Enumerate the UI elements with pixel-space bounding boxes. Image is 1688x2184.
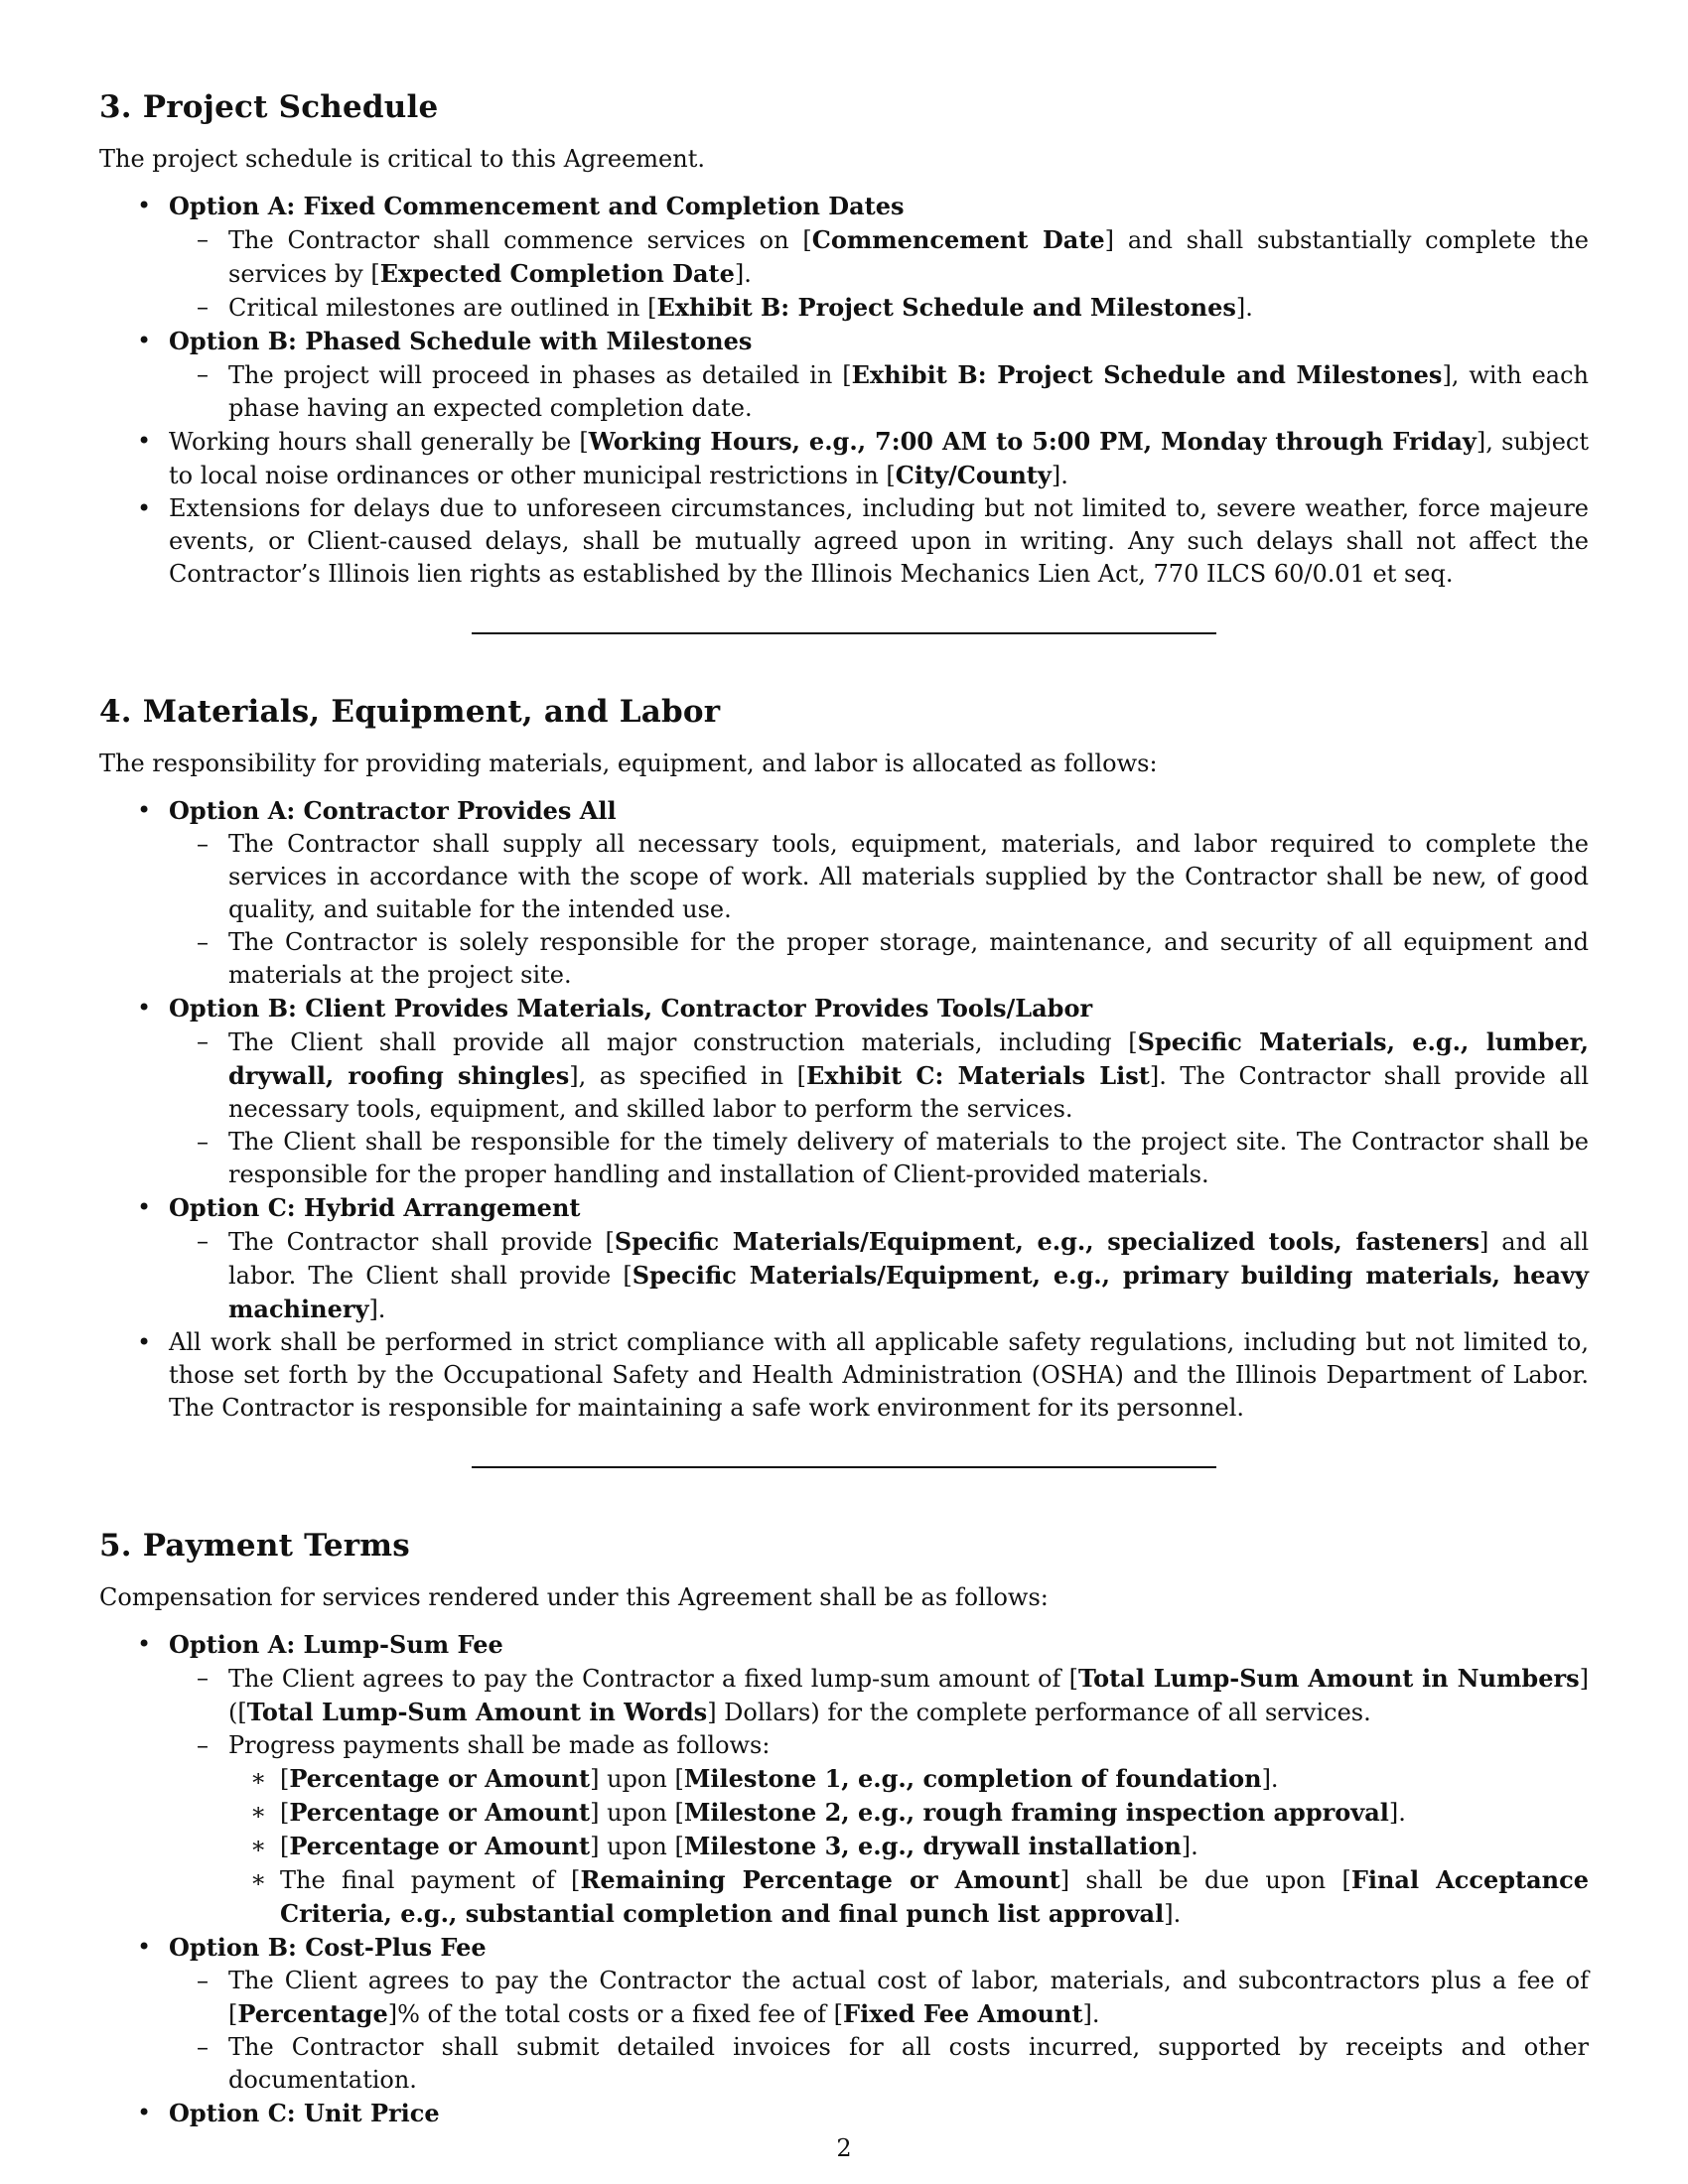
list-item: ∗ [Percentage or Amount] upon [Milestone 2, e.g., rough framing inspection approval]. [228,1796,1589,1830]
placeholder-field: Percentage or Amount [289,1798,591,1827]
option-a-label: Option A: Fixed Commencement and Completion Dates [169,192,905,220]
option-c-label: Option C: Hybrid Arrangement [169,1193,581,1222]
text: ]. The Contractor shall provide all necessary tools, equipment, and skilled labor to perform the services. [228,1062,1590,1123]
text: ] and shall substantially complete the services by [ [228,226,1590,288]
text: ]% of the total costs or a fixed fee of [ [387,2000,844,2028]
section-heading: 5. Payment Terms [99,1528,410,1564]
option-list [99,794,1589,1425]
placeholder-field: Milestone 1, e.g., completion of foundation [683,1764,1262,1793]
placeholder-field: Percentage [237,1999,388,2028]
section-divider [472,1466,1216,1468]
placeholder-field: Expected Completion Date [379,259,735,288]
list-item [228,1863,1589,1931]
list-item [99,425,1589,492]
list-item [99,492,1589,591]
list-item [169,1729,1589,1931]
text: ], subject to local noise ordinances or other municipal restrictions in [ [169,428,1589,489]
placeholder-field: Exhibit B: Project Schedule and Milestones [851,360,1443,389]
option-b-label: Option B: Client Provides Materials, Contractor Provides Tools/Labor [169,994,1093,1023]
document-page [99,89,1589,2130]
text: ], with each phase having an expected completion date. [228,361,1589,422]
text: ]. [1051,462,1068,489]
text: The Client shall provide all major construction materials, including [ [228,1028,1138,1056]
text: All work shall be performed in strict compliance with all applicable safety regulations, including but not limited to, those set forth by the Occupational Safety and Health Administration (OSHA) and the Illinois Department of Labor. The Contractor is responsible for maintaining a safe work environment for its personnel. [169,1328,1589,1422]
list-item [99,992,1589,1191]
section-intro: The responsibility for providing materials, equipment, and labor is allocated as follows: [99,750,1158,777]
section-project-schedule [99,89,1589,591]
option-c-label: Option C: Unit Price [169,2099,440,2127]
text: ]. [1164,1900,1182,1928]
section-intro: Compensation for services rendered under this Agreement shall be as follows: [99,1583,1049,1611]
list-item [99,1931,1589,2097]
text: The Contractor shall commence services on [ [228,226,812,254]
list-item: – The Client shall be responsible for the timely delivery of materials to the project site. The Contractor shall be responsible for the proper handling and installation of Client-provided materials. [169,1126,1589,1191]
text: The project will proceed in phases as detailed in [ [228,361,852,389]
option-b-label: Option B: Phased Schedule with Milestones [169,327,753,355]
text: ], as specified in [ [569,1062,806,1090]
list-item [169,1662,1589,1729]
text: Critical milestones are outlined in [ [228,294,657,322]
placeholder-field: Specific Materials/Equipment, e.g., primary building materials, heavy machinery [228,1261,1590,1323]
placeholder-field: Final Acceptance Criteria, e.g., substantial completion and final punch list approval [280,1865,1590,1928]
placeholder-field: Commencement Date [811,225,1105,254]
text: ] upon [ [590,1799,684,1827]
placeholder-field: Fixed Fee Amount [843,1999,1083,2028]
section-heading: 3. Project Schedule [99,89,439,125]
text: ] ([ [228,1665,1589,1726]
text: ] Dollars) for the complete performance of all services. [707,1699,1371,1726]
section-divider [472,632,1216,634]
placeholder-field: Remaining Percentage or Amount [580,1865,1060,1894]
text: ] upon [ [590,1765,684,1793]
option-a-label: Option A: Lump-Sum Fee [169,1630,503,1659]
placeholder-field: Percentage or Amount [289,1832,591,1860]
text: Progress payments shall be made as follows: [228,1731,771,1759]
list-item [99,1628,1589,1931]
text: ]. [1082,2000,1100,2028]
list-item [99,794,1589,992]
placeholder-field: Total Lump-Sum Amount in Numbers [1077,1664,1580,1693]
list-item [99,325,1589,425]
section-heading: 4. Materials, Equipment, and Labor [99,694,721,730]
list-item [99,1191,1589,1326]
placeholder-field: Exhibit C: Materials List [806,1061,1150,1090]
list-item: – The Contractor shall supply all necessary tools, equipment, materials, and labor required to complete the services in accordance with the scope of work. All materials supplied by the Contractor shall be new, of good quality, and suitable for the intended use. [169,828,1589,926]
text: ] and all labor. The Client shall provide [ [228,1228,1589,1290]
placeholder-field: Specific Materials, e.g., lumber, drywall, roofing shingles [228,1027,1589,1090]
text: Working hours shall generally be [ [169,428,589,456]
list-item: ∗ [Percentage or Amount] upon [Milestone 3, e.g., drywall installation]. [228,1830,1589,1863]
placeholder-field: City/County [895,461,1052,489]
placeholder-field: Percentage or Amount [289,1764,591,1793]
list-item [169,291,1589,325]
text: ]. [1235,294,1253,322]
list-item [99,2097,1589,2130]
text: The final payment of [ [280,1866,581,1894]
placeholder-field: Milestone 3, e.g., drywall installation [683,1832,1182,1860]
list-item: – The Contractor is solely responsible for the proper storage, maintenance, and security of all equipment and materials at the project site. [169,926,1589,992]
list-item [169,1025,1589,1126]
section-payment-terms [99,1528,1589,2130]
section-materials [99,694,1589,1425]
section-intro: The project schedule is critical to this Agreement. [99,145,705,173]
text: The Client agrees to pay the Contractor a fixed lump-sum amount of [ [228,1665,1078,1693]
placeholder-field: Working Hours, e.g., 7:00 AM to 5:00 PM, Monday through Friday [588,427,1477,456]
option-list [99,190,1589,591]
text: The Client agrees to pay the Contractor the actual cost of labor, materials, and subcontractors plus a fee of [ [228,1967,1589,2028]
text: Extensions for delays due to unforeseen circumstances, including but not limited to, severe weather, force majeure events, or Client-caused delays, shall be mutually agreed upon in writing. Any such delays shall not affect the Contractor’s Illinois lien rights as established by the Illinois Mechanics Lien Act, 770 ILCS 60/0.01 et seq. [169,494,1589,588]
text: ] shall be due upon [ [1059,1866,1351,1894]
placeholder-field: Specific Materials/Equipment, e.g., specialized tools, fasteners [614,1227,1480,1256]
placeholder-field: Exhibit B: Project Schedule and Milestones [656,293,1236,322]
text: ]. [368,1296,386,1323]
list-item [169,223,1589,291]
list-item: ∗ [Percentage or Amount] upon [Milestone 1, e.g., completion of foundation]. [228,1762,1589,1796]
page-number: 2 [836,2134,852,2162]
option-a-label: Option A: Contractor Provides All [169,796,617,825]
text: ] upon [ [590,1833,684,1860]
placeholder-field: Milestone 2, e.g., rough framing inspection approval [683,1798,1389,1827]
list-item [99,1326,1589,1425]
list-item: – The Contractor shall submit detailed invoices for all costs incurred, supported by receipts and other documentation. [169,2031,1589,2097]
list-item [169,1965,1589,2031]
list-item [169,358,1589,425]
list-item [169,1225,1589,1326]
list-item [99,190,1589,325]
text: The Contractor shall provide [ [228,1228,615,1256]
option-list [99,1628,1589,2130]
placeholder-field: Total Lump-Sum Amount in Words [246,1698,708,1726]
text: ]. [734,260,752,288]
option-b-label: Option B: Cost-Plus Fee [169,1933,487,1962]
